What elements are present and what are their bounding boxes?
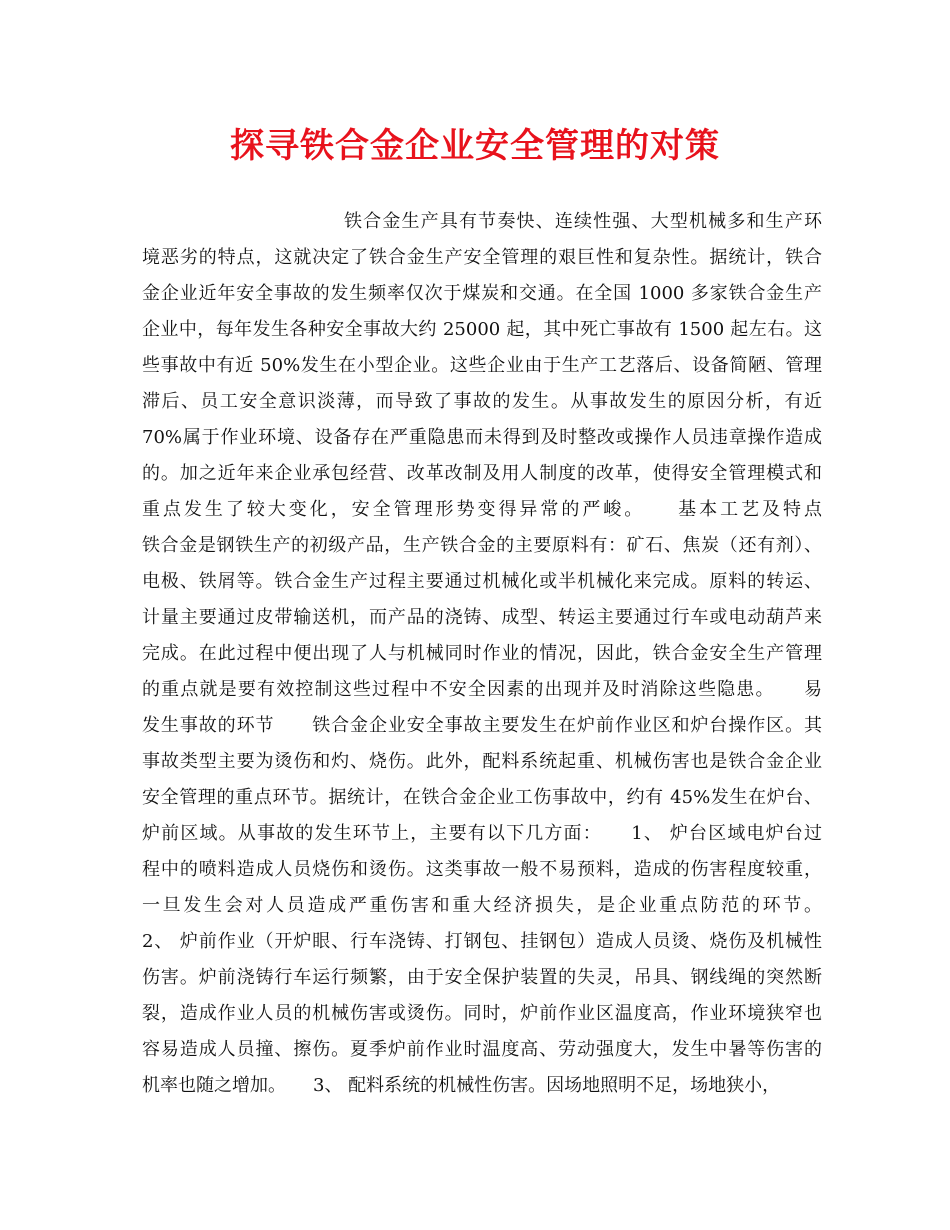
- body-line: 滞后、员工安全意识淡薄，而导致了事故的发生。从事故发生的原因分析，有近: [142, 391, 822, 412]
- body-line: 伤害。炉前浇铸行车运行频繁，由于安全保护装置的失灵，吊具、钢线绳的突然断: [142, 967, 822, 988]
- body-line: 的重点就是要有效控制这些过程中不安全因素的出现并及时消除这些隐患。 易: [142, 679, 822, 700]
- body-line: 安全管理的重点环节。据统计，在铁合金企业工伤事故中，约有 45%发生在炉台、: [142, 787, 822, 808]
- body-line: 企业中，每年发生各种安全事故大约 25000 起，其中死亡事故有 1500 起左右。这: [142, 319, 822, 340]
- body-line: 的。加之近年来企业承包经营、改革改制及用人制度的改革，使得安全管理模式和: [142, 463, 822, 484]
- body-line: 炉前区域。从事故的发生环节上，主要有以下几方面： 1、 炉台区域电炉台过: [142, 823, 822, 844]
- document-body: [142, 204, 822, 1104]
- body-line: 铁合金生产具有节奏快、连续性强、大型机械多和生产环: [344, 211, 822, 232]
- body-line: 境恶劣的特点，这就决定了铁合金生产安全管理的艰巨性和复杂性。据统计，铁合: [142, 247, 822, 268]
- body-line: 些事故中有近 50%发生在小型企业。这些企业由于生产工艺落后、设备简陋、管理: [142, 355, 822, 376]
- body-line: 一旦发生会对人员造成严重伤害和重大经济损失，是企业重点防范的环节。: [142, 895, 822, 916]
- body-line: 计量主要通过皮带输送机，而产品的浇铸、成型、转运主要通过行车或电动葫芦来: [142, 607, 822, 628]
- body-line: 事故类型主要为烫伤和灼、烧伤。此外，配料系统起重、机械伤害也是铁合金企业: [142, 751, 822, 772]
- body-line: 2、 炉前作业（开炉眼、行车浇铸、打钢包、挂钢包）造成人员烫、烧伤及机械性: [142, 931, 822, 952]
- body-line: 重点发生了较大变化，安全管理形势变得异常的严峻。 基本工艺及特点: [142, 499, 822, 520]
- body-line: 机率也随之增加。 3、 配料系统的机械性伤害。因场地照明不足，场地狭小，: [142, 1075, 781, 1096]
- body-line: 70%属于作业环境、设备存在严重隐患而未得到及时整改或操作人员违章操作造成: [142, 427, 822, 448]
- body-line: 裂，造成作业人员的机械伤害或烫伤。同时，炉前作业区温度高，作业环境狭窄也: [142, 1003, 822, 1024]
- body-line: 金企业近年安全事故的发生频率仅次于煤炭和交通。在全国 1000 多家铁合金生产: [142, 283, 822, 304]
- body-line: 电极、铁屑等。铁合金生产过程主要通过机械化或半机械化来完成。原料的转运、: [142, 571, 822, 592]
- body-line: 完成。在此过程中便出现了人与机械同时作业的情况，因此，铁合金安全生产管理: [142, 643, 822, 664]
- document-title: 探寻铁合金企业安全管理的对策: [230, 126, 720, 166]
- body-line: 铁合金是钢铁生产的初级产品，生产铁合金的主要原料有：矿石、焦炭（还有剂）、: [142, 535, 822, 556]
- body-line: 发生事故的环节 铁合金企业安全事故主要发生在炉前作业区和炉台操作区。其: [142, 715, 822, 736]
- body-line: 程中的喷料造成人员烧伤和烫伤。这类事故一般不易预料，造成的伤害程度较重，: [142, 859, 822, 880]
- body-line: 容易造成人员撞、擦伤。夏季炉前作业时温度高、劳动强度大，发生中暑等伤害的: [142, 1039, 822, 1060]
